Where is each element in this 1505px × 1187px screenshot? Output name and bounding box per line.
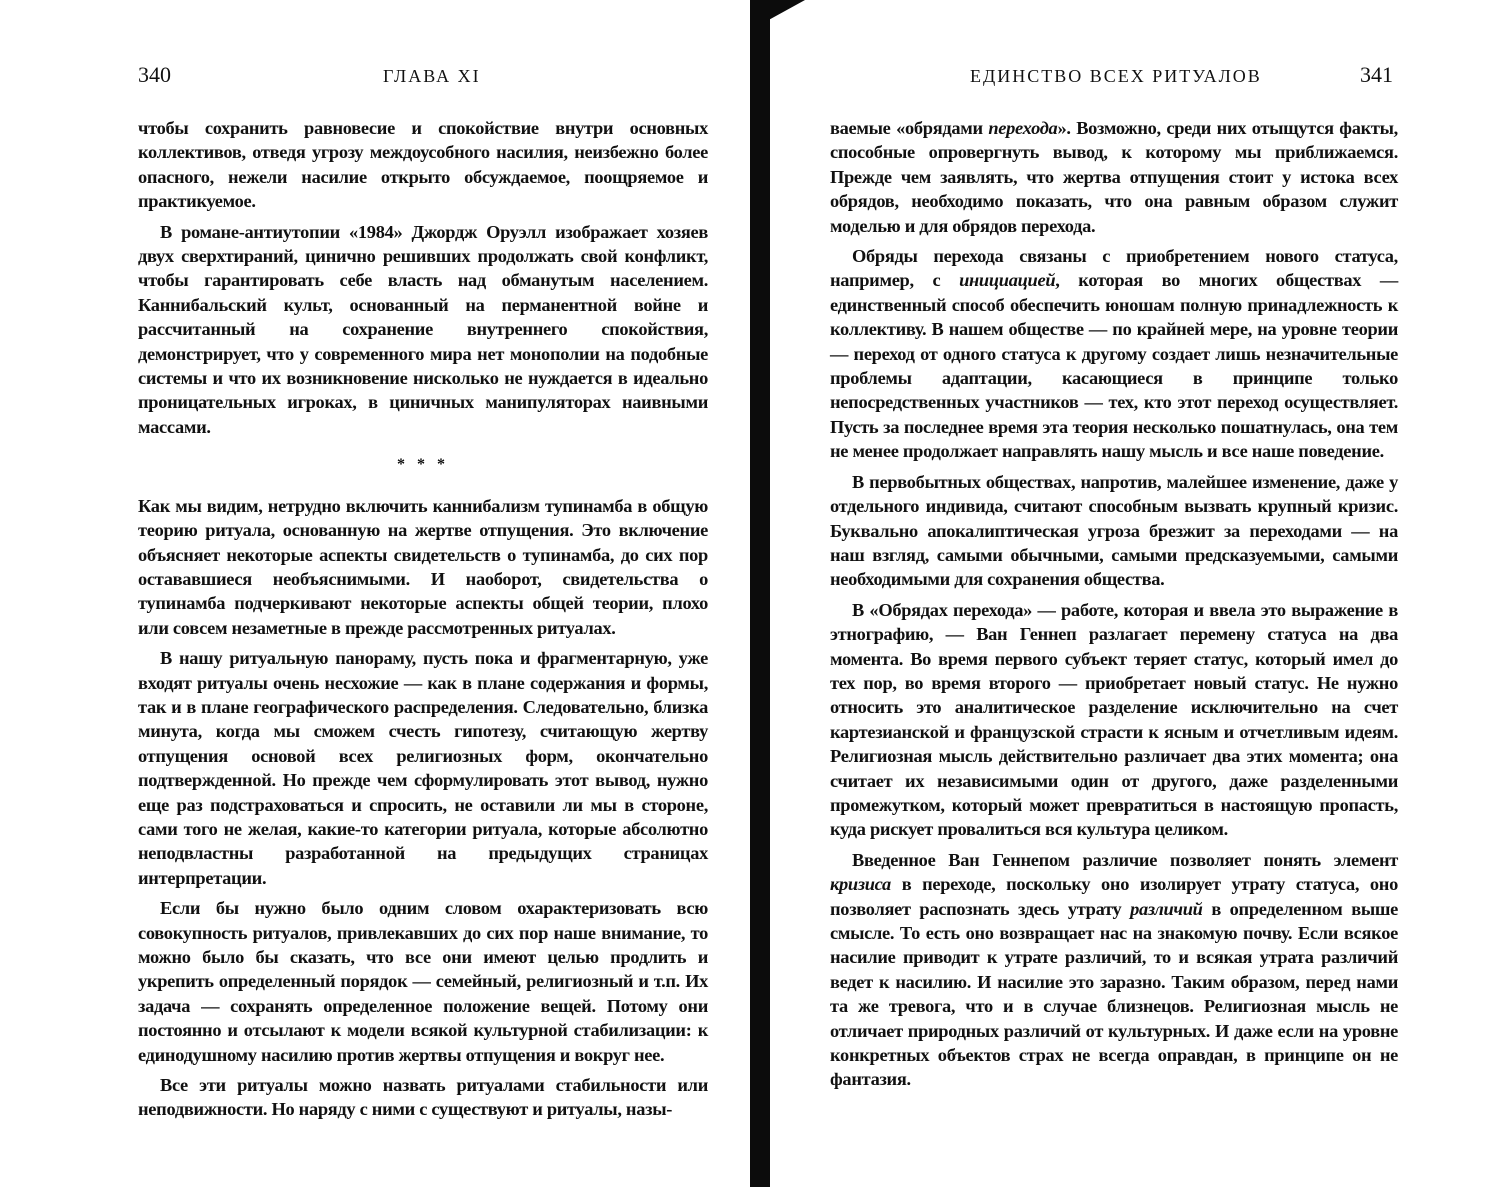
- paragraph: Как мы видим, нетрудно включить каннибализм тупинамба в общую теорию ритуала, основанную на жертве отпущения. Это включение объясняет некоторые аспекты свидетельств о тупинамба, до сих пор остававшиеся необъяснимыми. И наоборот, свидетельства о тупинамба подчеркивают некоторые аспекты общей теории, плохо или совсем незаметные в прежде рассмотренных ритуалах.: [138, 495, 708, 638]
- left-text-block: [138, 116, 708, 1128]
- right-text-block: [830, 116, 1398, 1098]
- text-run: ваемые «обрядами: [830, 118, 989, 138]
- text-run: в определенном выше смысле. То есть оно возвращает нас на знакомую почву. Если всякое насилие приводит к утрате различий, то и всякая утрата различий ведет к насилию. И насилие это заразно. Таким образом, перед нами та же тревога, что и в случае близнецов. Религиозная мысль не отличает природных различий от культурных. И даже если на уровне конкретных объектов страх не всегда оправдан, в принципе он не фантазия.: [830, 898, 1399, 1090]
- paragraph: В первобытных обществах, напротив, малейшее изменение, даже у отдельного индивида, считают способным вызвать крупный кризис. Буквально апокалиптическая угроза брезжит за переходами — на наш взгляд, самыми обычными, самыми предсказуемыми, самыми необходимыми для сохранения общества.: [830, 471, 1398, 590]
- gutter-shadow: [765, 0, 805, 22]
- italic-term: кризиса: [830, 874, 891, 895]
- running-head-chapter: ГЛАВА XI: [383, 66, 481, 86]
- paragraph: [830, 116, 1398, 238]
- text-run: Обряды перехода связаны с приобретением нового статуса, например, с: [830, 246, 1398, 291]
- text-run: Введенное Ван Геннепом различие позволяет понять элемент: [852, 849, 1398, 870]
- italic-term: перехода: [988, 118, 1058, 138]
- running-head-title: ЕДИНСТВО ВСЕХ РИТУАЛОВ: [970, 66, 1262, 86]
- left-page: [0, 0, 750, 1187]
- paragraph: чтобы сохранить равновесие и спокойствие внутри основных коллективов, отведя угрозу междоусобного насилия, неизбежно более опасного, нежели насилие открыто обсуждаемое, поощряемое и практикуемое.: [138, 118, 708, 212]
- paragraph: В нашу ритуальную панораму, пусть пока и фрагментарную, уже входят ритуалы очень несхожие — как в плане содержания и формы, так и в плане географического распределения. Следовательно, близка минута, когда мы сможем счесть гипотезу, считающую жертву отпущения основой всех религиозных форм, окончательно подтвержденной. Но прежде чем сформулировать этот вывод, нужно еще раз подстраховаться и спросить, не оставили ли мы в стороне, сами того не желая, какие-то категории ритуала, которые абсолютно неподвластны разработанной на предыдущих страницах интерпретации.: [138, 648, 708, 888]
- paragraph: Если бы нужно было одним словом охарактеризовать всю совокупность ритуалов, привлекавших до сих пор наше внимание, то можно было бы сказать, что все они имеют целью продлить и укрепить определенный порядок — семейный, религиозный и т.п. Их задача — сохранять определенное положение вещей. Потому они постоянно и отсылают к модели всякой культурной стабилизации: к единодушному насилию против жертвы отпущения и вокруг нее.: [138, 898, 708, 1065]
- page-number: 340: [138, 62, 171, 87]
- paragraph: Все эти ритуалы можно назвать ритуалами стабильности или неподвижности. Но наряду с ними с существуют и ритуалы, назы-: [138, 1075, 708, 1120]
- text-run: в переходе, поскольку оно изолирует утрату статуса, оно позволяет распознать здесь утрату: [830, 874, 1398, 919]
- section-separator: * * *: [397, 456, 449, 474]
- paragraph: В романе-антиутопии «1984» Джордж Оруэлл изображает хозяев двух сверхтираний, цинично решивших продолжать свой конфликт, чтобы гарантировать себе власть над обманутым населением. Каннибальский культ, основанный на перманентной войне и рассчитанный на сохранение внутреннего спокойствия, демонстрирует, что у современного мира нет монополии на подобные системы и что их возникновение нисколько не нуждается в идеально проницательных игроках, в циничных манипуляторах наивными массами.: [138, 221, 708, 437]
- text-run: ». Возможно, среди них отыщутся факты, способные опровергнуть вывод, к которому мы приближаемся. Прежде чем заявлять, что жертва отпущения стоит у истока всех обрядов, необходимо показать, что она равным образом служит моделью и для обрядов перехода.: [830, 118, 1398, 236]
- text-run: , которая во многих обществах — единственный способ обеспечить юношам полную принадлежность к коллективу. В нашем обществе — по крайней мере, на уровне теории — переход от одного статуса к другому создает лишь незначительные проблемы адаптации, касающиеся в принципе только непосредственных участников — тех, кто этот переход осуществляет. Пусть за последнее время эта теория несколько пошатнулась, она тем не менее продолжает направлять нашу мысль и все наше поведение.: [830, 270, 1398, 462]
- paragraph: [830, 244, 1398, 464]
- book-gutter: [750, 0, 770, 1187]
- italic-term: инициацией: [959, 270, 1056, 291]
- paragraph: [830, 848, 1398, 1092]
- italic-term: различий: [1130, 898, 1203, 919]
- paragraph: В «Обрядах перехода» — работе, которая и ввела это выражение в этнографию, — Ван Геннеп разлагает перемену статуса на два момента. Во время первого субъект теряет статус, который имел до тех пор, во время второго — приобретает новый статус. Не нужно относить это аналитическое разделение исключительно на счет картезианской и французской страсти к ясным и отчетливым идеям. Религиозная мысль действительно различает два этих момента; она считает их независимыми один от другого, даже разделенными промежутком, который может превратиться в настоящую пропасть, куда рискует провалиться вся культура целиком.: [830, 599, 1398, 840]
- page-number: 341: [1360, 62, 1393, 87]
